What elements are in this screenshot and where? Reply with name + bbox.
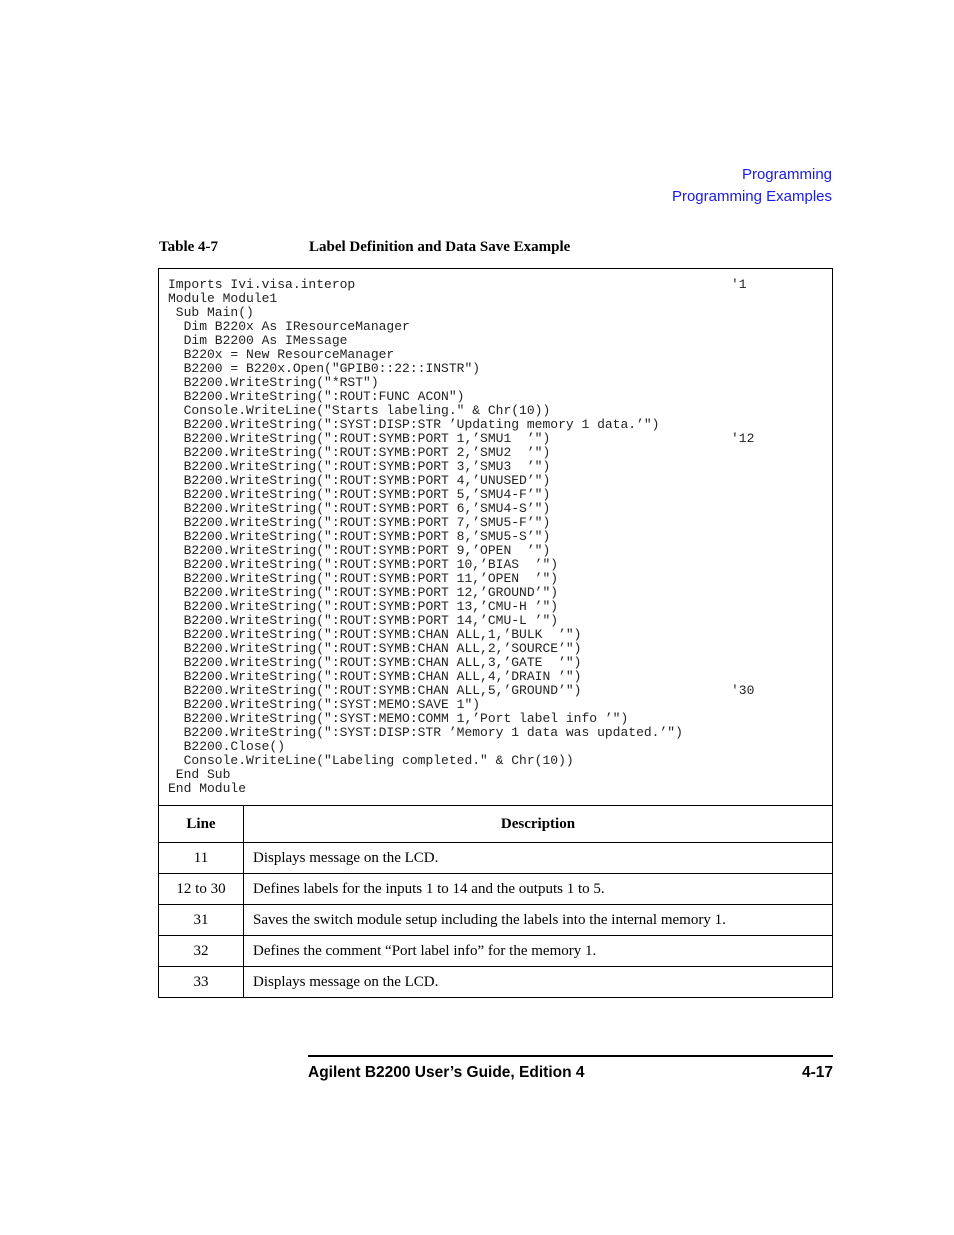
code-line [168, 558, 832, 572]
table-number: Table 4-7 [159, 239, 219, 255]
table-header-row [159, 806, 833, 843]
table-row [159, 905, 833, 936]
code-text: Console.WriteLine("Starts labeling." & Chr(10)) [168, 403, 551, 418]
code-line [168, 684, 832, 698]
code-line [168, 446, 832, 460]
code-text: B2200.WriteString(":ROUT:SYMB:PORT 4,’UNUSED’") [168, 473, 551, 488]
code-text: B2200.WriteString(":ROUT:SYMB:CHAN ALL,2,’SOURCE’") [168, 641, 582, 656]
code-text: B2200.WriteString(":ROUT:SYMB:PORT 10,’BIAS ’") [168, 557, 559, 572]
code-text: B2200.WriteString(":SYST:DISP:STR ’Memory 1 data was updated.’") [168, 725, 683, 740]
row-line: 32 [159, 936, 244, 967]
code-line [168, 740, 832, 754]
page-number: 4-17 [801, 1064, 833, 1081]
code-line [168, 544, 832, 558]
code-text: B2200.WriteString(":ROUT:FUNC ACON") [168, 389, 465, 404]
row-description: Saves the switch module setup including the labels into the internal memory 1. [244, 905, 833, 936]
code-text: B2200.WriteString(":ROUT:SYMB:CHAN ALL,1,’BULK ’") [168, 627, 582, 642]
row-line: 31 [159, 905, 244, 936]
row-line: 11 [159, 843, 244, 874]
row-description: Displays message on the LCD. [244, 967, 833, 998]
code-text: B2200.WriteString(":SYST:MEMO:COMM 1,’Port label info ’") [168, 711, 629, 726]
code-text: B2200.WriteString(":ROUT:SYMB:CHAN ALL,4,’DRAIN ’") [168, 669, 582, 684]
code-line [168, 656, 832, 670]
row-description: Defines the comment “Port label info” for the memory 1. [244, 936, 833, 967]
code-text: B2200.WriteString(":SYST:DISP:STR ’Updating memory 1 data.’") [168, 417, 660, 432]
code-text: Imports Ivi.visa.interop [168, 277, 356, 292]
code-text: B2200.WriteString(":ROUT:SYMB:CHAN ALL,3,’GATE ’") [168, 655, 582, 670]
code-text: B2200.WriteString(":ROUT:SYMB:PORT 1,’SMU1 ’") [168, 431, 551, 446]
table-row [159, 874, 833, 905]
code-text: B2200 = B220x.Open("GPIB0::22::INSTR") [168, 361, 481, 376]
code-line [168, 586, 832, 600]
code-text: Module Module1 [168, 291, 278, 306]
code-text: B2200.WriteString(":ROUT:SYMB:PORT 3,’SMU3 ’") [168, 459, 551, 474]
row-description: Defines labels for the inputs 1 to 14 and the outputs 1 to 5. [244, 874, 833, 905]
code-line [168, 488, 832, 502]
code-line [168, 516, 832, 530]
code-line [168, 698, 832, 712]
code-line-ref: '30 [731, 683, 755, 698]
running-head-section: Programming Examples [671, 188, 832, 205]
row-line: 33 [159, 967, 244, 998]
code-line [168, 754, 832, 768]
row-line: 12 to 30 [159, 874, 244, 905]
code-line [168, 334, 832, 348]
code-listing [159, 269, 833, 806]
code-line [168, 530, 832, 544]
code-text: Dim B220x As IResourceManager [168, 319, 410, 334]
description-rows [159, 843, 833, 998]
code-text: B2200.WriteString(":ROUT:SYMB:PORT 9,’OPEN ’") [168, 543, 551, 558]
header-description: Description [244, 806, 833, 843]
code-line-ref: '1 [731, 277, 747, 292]
code-line [168, 432, 832, 446]
code-line [168, 614, 832, 628]
code-line [168, 376, 832, 390]
code-line [168, 320, 832, 334]
code-line [168, 460, 832, 474]
code-text: End Sub [168, 767, 231, 782]
code-text: Console.WriteLine("Labeling completed." & Chr(10)) [168, 753, 574, 768]
code-line [168, 418, 832, 432]
footer-rule [308, 1055, 833, 1057]
code-line [168, 278, 832, 292]
code-text: Dim B2200 As IMessage [168, 333, 348, 348]
code-text: End Module [168, 781, 247, 796]
code-line [168, 306, 832, 320]
code-text: B2200.WriteString("*RST") [168, 375, 379, 390]
code-line [168, 768, 832, 782]
code-text: B2200.WriteString(":ROUT:SYMB:PORT 13,’CMU-H ’") [168, 599, 559, 614]
code-text: B2200.WriteString(":SYST:MEMO:SAVE 1") [168, 697, 481, 712]
code-line [168, 474, 832, 488]
table-row [159, 843, 833, 874]
code-text: B2200.WriteString(":ROUT:SYMB:PORT 14,’CMU-L ’") [168, 613, 559, 628]
code-line [168, 782, 832, 796]
footer-title: Agilent B2200 User’s Guide, Edition 4 [308, 1064, 585, 1081]
table-caption [159, 239, 570, 256]
code-text: B2200.WriteString(":ROUT:SYMB:PORT 8,’SMU5-S’") [168, 529, 551, 544]
running-head-chapter: Programming [741, 166, 832, 183]
table-title: Label Definition and Data Save Example [309, 239, 571, 255]
code-text: B2200.WriteString(":ROUT:SYMB:PORT 12,’GROUND’") [168, 585, 559, 600]
header-line: Line [159, 806, 244, 843]
code-text: B2200.WriteString(":ROUT:SYMB:PORT 7,’SMU5-F’") [168, 515, 551, 530]
code-text: B2200.WriteString(":ROUT:SYMB:CHAN ALL,5,’GROUND’") [168, 683, 582, 698]
code-text: B2200.WriteString(":ROUT:SYMB:PORT 5,’SMU4-F’") [168, 487, 551, 502]
code-line [168, 404, 832, 418]
code-text: B220x = New ResourceManager [168, 347, 395, 362]
code-line [168, 726, 832, 740]
code-line [168, 362, 832, 376]
code-line [168, 670, 832, 684]
code-line [168, 600, 832, 614]
code-line-ref: '12 [731, 431, 755, 446]
code-text: B2200.WriteString(":ROUT:SYMB:PORT 2,’SMU2 ’") [168, 445, 551, 460]
table-row [159, 967, 833, 998]
code-line [168, 390, 832, 404]
code-text: B2200.Close() [168, 739, 286, 754]
code-row [159, 269, 833, 806]
example-table [158, 268, 833, 998]
code-text: B2200.WriteString(":ROUT:SYMB:PORT 11,’OPEN ’") [168, 571, 559, 586]
code-line [168, 712, 832, 726]
code-line [168, 502, 832, 516]
table-row [159, 936, 833, 967]
row-description: Displays message on the LCD. [244, 843, 833, 874]
code-line [168, 348, 832, 362]
code-line [168, 628, 832, 642]
code-text: Sub Main() [168, 305, 254, 320]
code-text: B2200.WriteString(":ROUT:SYMB:PORT 6,’SMU4-S’") [168, 501, 551, 516]
running-head [672, 164, 832, 208]
code-line [168, 572, 832, 586]
code-line [168, 292, 832, 306]
code-line [168, 642, 832, 656]
